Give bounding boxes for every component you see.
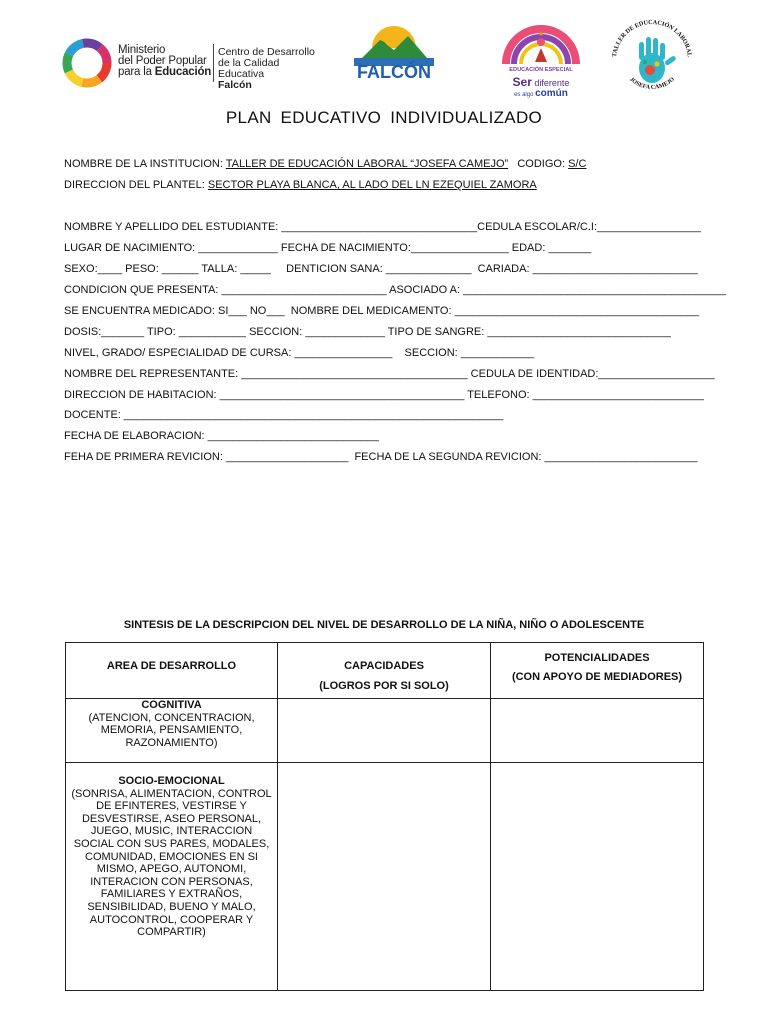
- form-line-address[interactable]: DIRECCION DE HABITACION: ________________________________________ TELEFONO: ____________________________: [64, 389, 704, 401]
- ministerio-text: Ministerio del Poder Popular para la Educación: [118, 44, 212, 78]
- institution-name-line: NOMBRE DE LA INSTITUCION: TALLER DE EDUCACIÓN LABORAL “JOSEFA CAMEJO” CODIGO: S/C: [64, 158, 587, 170]
- form-line-condition[interactable]: CONDICION QUE PRESENTA: ___________________________ ASOCIADO A: ___________________________________________: [64, 284, 727, 296]
- cell-capacidades-socio-emocional[interactable]: [278, 763, 489, 990]
- form-line-dose[interactable]: DOSIS:_______ TIPO: ___________ SECCION: _____________ TIPO DE SANGRE: ______________________________: [64, 326, 671, 338]
- falcon-mountain-icon: [350, 20, 438, 66]
- falcon-wordmark: FALCÓN: [357, 62, 431, 82]
- es-algo-comun-label: es algo común: [514, 88, 568, 99]
- form-line-teacher[interactable]: DOCENTE: ______________________________________________________________: [64, 409, 504, 421]
- centro-desarrollo-text: Centro de Desarrollo de la Calidad Educativa Falcón: [218, 46, 315, 91]
- development-table: [65, 642, 704, 991]
- ministerio-ring-icon: [60, 36, 114, 90]
- header-capacidades-sub: (LOGROS POR SI SOLO): [319, 680, 449, 692]
- header-potencialidades-sub: (CON APOYO DE MEDIADORES): [511, 671, 683, 683]
- cell-capacidades-cognitiva[interactable]: [278, 699, 489, 762]
- form-line-elaboration-date[interactable]: FECHA DE ELABORACION: ____________________________: [64, 430, 379, 442]
- ministerio-divider: [213, 44, 214, 82]
- table-row-socio-emocional: [70, 775, 273, 939]
- form-line-physical[interactable]: SEXO:____ PESO: ______ TALLA: _____ DENTICION SANA: ______________ CARIADA: ___________________________: [64, 263, 698, 275]
- form-line-level[interactable]: NIVEL, GRADO/ ESPECIALIDAD DE CURSA: ________________ SECCION: ____________: [64, 347, 535, 359]
- cell-potencialidades-cognitiva[interactable]: [491, 699, 702, 762]
- institution-code-value: S/C: [568, 158, 587, 170]
- falcon-logo: [350, 20, 438, 86]
- form-line-student-name[interactable]: NOMBRE Y APELLIDO DEL ESTUDIANTE: ________________________________CEDULA ESCOLAR/C.I:_________________: [64, 221, 701, 233]
- document-title: PLAN EDUCATIVO INDIVIDUALIZADO: [225, 108, 543, 127]
- svg-text:TALLER DE EDUCACIÓN LABORAL: TALLER DE EDUCACIÓN LABORAL: [611, 18, 693, 58]
- institution-address-line: DIRECCION DEL PLANTEL: SECTOR PLAYA BLANCA, AL LADO DEL LN EZEQUIEL ZAMORA: [64, 179, 537, 191]
- form-line-revisions[interactable]: FEHA DE PRIMERA REVICION: ____________________ FECHA DE LA SEGUNDA REVICION: _________________________: [64, 451, 698, 463]
- form-line-birth[interactable]: LUGAR DE NACIMIENTO: _____________ FECHA DE NACIMIENTO:________________ EDAD: _______: [64, 242, 592, 254]
- section-title: SINTESIS DE LA DESCRIPCION DEL NIVEL DE DESARROLLO DE LA NIÑA, NIÑO O ADOLESCENTE: [123, 619, 645, 631]
- svg-text:★: ★: [537, 31, 545, 38]
- form-line-medication[interactable]: SE ENCUENTRA MEDICADO: SI___ NO___ NOMBRE DEL MEDICAMENTO: ________________________________________: [64, 305, 700, 317]
- svg-text:JOSEFA CAMEJO: JOSEFA CAMEJO: [628, 76, 676, 91]
- hand-seal-icon: [604, 16, 700, 102]
- cell-potencialidades-socio-emocional[interactable]: [491, 763, 702, 990]
- header-area: AREA DE DESARROLLO: [106, 660, 237, 672]
- institution-address-value: SECTOR PLAYA BLANCA, AL LADO DEL LN EZEQUIEL ZAMORA: [207, 179, 537, 191]
- area-description: (ATENCION, CONCENTRACION, MEMORIA, PENSAMIENTO, RAZONAMIENTO): [88, 711, 255, 749]
- taller-josefa-camejo-logo: [604, 16, 700, 102]
- ministerio-logo: [60, 34, 325, 96]
- header-potencialidades: POTENCIALIDADES: [544, 652, 650, 664]
- educacion-especial-logo: [500, 16, 582, 100]
- rainbow-arc-icon: [500, 16, 582, 66]
- institution-name-value: TALLER DE EDUCACIÓN LABORAL “JOSEFA CAMEJO”: [225, 158, 509, 170]
- area-title: COGNITIVA: [141, 699, 202, 711]
- area-title: SOCIO-EMOCIONAL: [118, 775, 225, 787]
- header-capacidades: CAPACIDADES: [344, 660, 424, 672]
- area-description: (SONRISA, ALIMENTACION, CONTROL DE EFINTERES, VESTIRSE Y DESVESTIRSE, ASEO PERSONAL, JUEGO, MUSIC, INTERACCION SOCIAL CON SUS PARES, MODALES, COMUNIDAD, EMOCIONES EN SI MISMO, APEGO, AUTONOMI, INTERACION CON PERSONAS, FAMILIARES Y EXTRAÑOS, SENSIBILIDAD, BUENO Y MALO, AUTOCONTROL, COOPERAR Y COMPARTIR): [71, 787, 272, 939]
- form-line-representative[interactable]: NOMBRE DEL REPRESENTANTE: _____________________________________ CEDULA DE IDENTIDAD:___________________: [64, 368, 715, 380]
- table-row-cognitiva: [70, 699, 273, 749]
- ser-diferente-label: Ser diferente: [512, 75, 570, 89]
- educacion-especial-label: EDUCACIÓN ESPECIAL: [509, 67, 573, 73]
